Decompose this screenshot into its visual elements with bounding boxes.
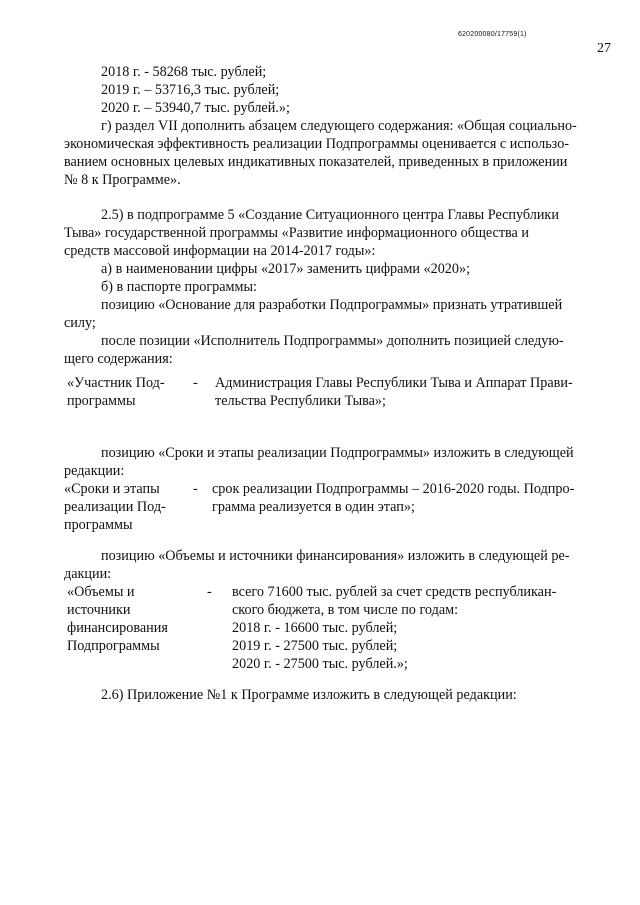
page-number: 27 [597,41,611,56]
obemy-value-line-2: ского бюджета, в том числе по годам: [232,602,459,618]
year-line-2020: 2020 г. – 53940,7 тыс. рублей.»; [101,100,290,116]
obemy-label-line-1: «Объемы и [67,584,135,600]
para-25-line-3: средств массовой информации на 2014-2017 годы»: [64,243,376,259]
obemy-label-line-2: источники [67,602,131,618]
para-g-line-3: ванием основных целевых индикативных показателей, приведенных в приложении [64,154,568,170]
obemy-label-line-3: финансирования [67,620,168,636]
para-g-line-4: № 8 к Программе». [64,172,181,188]
obemy-value-line-5: 2020 г. - 27500 тыс. рублей.»; [232,656,408,672]
pos-obemy-line-1: позицию «Объемы и источники финансирования» изложить в следующей ре- [101,548,570,564]
after-pos-line-2: щего содержания: [64,351,173,367]
sroki-label-line-2: реализации Под- [64,499,166,515]
year-line-2018: 2018 г. - 58268 тыс. рублей; [101,64,267,80]
sroki-value-line-2: грамма реализуется в один этап»; [212,499,415,515]
obemy-label-line-4: Подпрограммы [67,638,160,654]
para-g-line-1: г) раздел VII дополнить абзацем следующего содержания: «Общая социально- [101,118,577,134]
para-25-line-1: 2.5) в подпрограмме 5 «Создание Ситуационного центра Главы Республики [101,207,559,223]
sroki-dash: - [193,481,198,497]
sroki-label-line-1: «Сроки и этапы [64,481,160,497]
year-line-2019: 2019 г. – 53716,3 тыс. рублей; [101,82,280,98]
sroki-label-line-3: программы [64,517,133,533]
uchastnik-label-line-1: «Участник Под- [67,375,165,391]
pos-osnovanie-line-1: позицию «Основание для разработки Подпрограммы» признать утратившей [101,297,563,313]
item-a: а) в наименовании цифры «2017» заменить цифрами «2020»; [101,261,471,277]
obemy-value-line-3: 2018 г. - 16600 тыс. рублей; [232,620,398,636]
pos-obemy-line-2: дакции: [64,566,112,582]
obemy-dash: - [207,584,212,600]
item-b: б) в паспорте программы: [101,279,257,295]
para-g-line-2: экономическая эффективность реализации Подпрограммы оценивается с использо- [64,136,570,152]
after-pos-line-1: после позиции «Исполнитель Подпрограммы» дополнить позицией следую- [101,333,564,349]
obemy-value-line-4: 2019 г. - 27500 тыс. рублей; [232,638,398,654]
para-25-line-2: Тыва» государственной программы «Развитие информационного общества и [64,225,529,241]
uchastnik-dash: - [193,375,198,391]
document-code: 620200080/17759(1) [458,31,527,38]
pos-osnovanie-line-2: силу; [64,315,96,331]
obemy-value-line-1: всего 71600 тыс. рублей за счет средств республикан- [232,584,557,600]
uchastnik-value-line-1: Администрация Главы Республики Тыва и Аппарат Прави- [215,375,573,391]
uchastnik-value-line-2: тельства Республики Тыва»; [215,393,386,409]
para-26: 2.6) Приложение №1 к Программе изложить в следующей редакции: [101,687,517,703]
pos-sroki-line-2: редакции: [64,463,125,479]
uchastnik-label-line-2: программы [67,393,136,409]
sroki-value-line-1: срок реализации Подпрограммы – 2016-2020 годы. Подпро- [212,481,575,497]
pos-sroki-line-1: позицию «Сроки и этапы реализации Подпрограммы» изложить в следующей [101,445,574,461]
